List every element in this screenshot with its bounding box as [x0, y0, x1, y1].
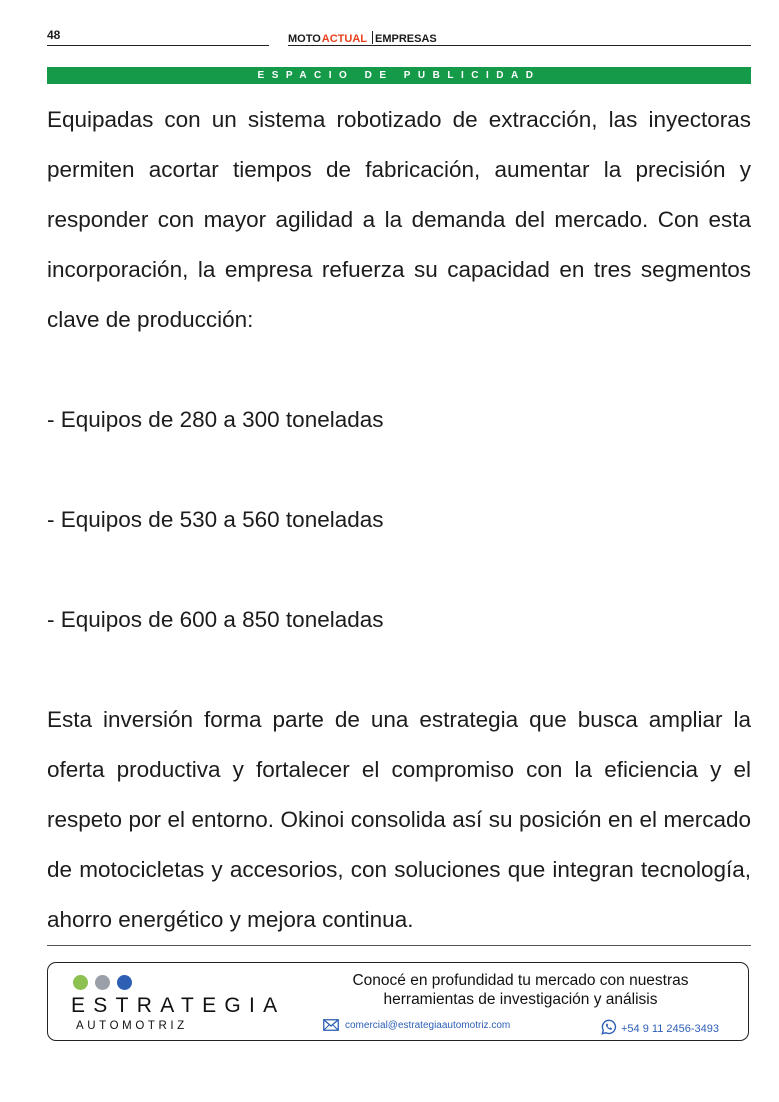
logo-dot-gray: [95, 975, 110, 990]
page-number: 48: [47, 28, 61, 42]
advert-headline: [323, 971, 718, 1009]
whatsapp-icon: [601, 1019, 617, 1035]
advert-email-text: comercial@estrategiaautomotriz.com: [345, 1020, 511, 1031]
advert-email[interactable]: [323, 1019, 510, 1031]
header-rule-right: [288, 45, 751, 46]
section-label: EMPRESAS: [375, 33, 437, 45]
bullet-item: - Equipos de 600 a 850 toneladas: [47, 607, 384, 632]
advert-phone[interactable]: [601, 1019, 719, 1035]
masthead: [288, 31, 437, 45]
article-paragraph-2: Esta inversión forma parte de una estrategia que busca ampliar la oferta productiva y fortalecer el compromiso con la eficiencia y el respeto por el entorno. Okinoi consolida así su posición en el mercado de motocicletas y accesorios, con soluciones que integran tecnología, ahorro energético y mejora continua.: [47, 707, 751, 932]
logo-dot-green: [73, 975, 88, 990]
advert-box[interactable]: [47, 962, 749, 1041]
brand-moto: MOTO: [288, 33, 321, 45]
advert-headline-line-1: Conocé en profundidad tu mercado con nuestras: [352, 972, 689, 989]
advert-headline-line-2: herramientas de investigación y análisis: [383, 991, 658, 1008]
ad-space-banner: ESPACIO DE PUBLICIDAD: [47, 67, 751, 84]
bullet-item: - Equipos de 280 a 300 toneladas: [47, 407, 384, 432]
logo-dot-blue: [117, 975, 132, 990]
bottom-rule: [47, 945, 751, 946]
bullet-item: - Equipos de 530 a 560 toneladas: [47, 507, 384, 532]
header-rule-left: [47, 45, 269, 46]
article-body: [47, 95, 751, 945]
envelope-icon: [323, 1019, 339, 1031]
masthead-separator: [372, 31, 373, 44]
advert-phone-text: +54 9 11 2456-3493: [621, 1023, 719, 1035]
brand-actual: ACTUAL: [321, 33, 368, 45]
logo-name: ESTRATEGIA: [71, 994, 286, 1017]
logo-subtitle: AUTOMOTRIZ: [76, 1020, 188, 1032]
logo-dots: [73, 975, 139, 995]
article-paragraph-1: Equipadas con un sistema robotizado de extracción, las inyectoras permiten acortar tiempos de fabricación, aumentar la precisión y responder con mayor agilidad a la demanda del mercado. Con esta incorporación, la empresa refuerza su capacidad en tres segmentos clave de producción:: [47, 107, 751, 332]
